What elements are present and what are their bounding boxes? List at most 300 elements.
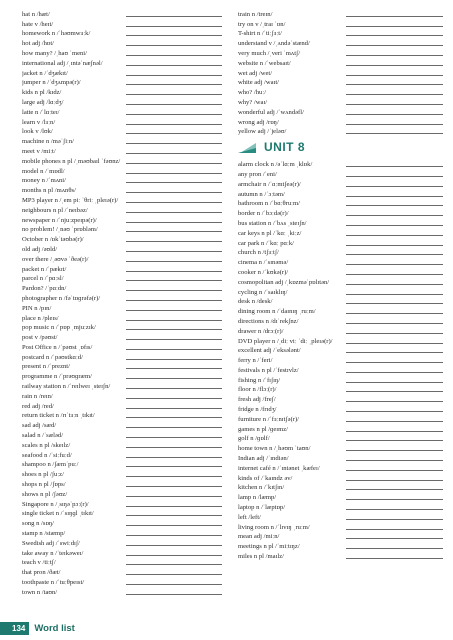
- word-entry-row: [238, 207, 443, 217]
- word-entry-text: sad adj /sæd/: [22, 422, 57, 430]
- word-entry-row: [238, 256, 443, 266]
- word-entry-text: neighbours n pl /ˈneɪbəz/: [22, 206, 88, 214]
- word-entry-text: church n /tʃɜːtʃ/: [238, 249, 279, 257]
- write-in-line[interactable]: [126, 368, 222, 369]
- word-entry-row: [22, 224, 222, 234]
- word-entry-text: present n /ˈpreznt/: [22, 363, 70, 371]
- write-in-line[interactable]: [126, 182, 222, 183]
- word-entry-row: [238, 413, 443, 423]
- word-entry-text: months n pl /mʌnθs/: [22, 187, 76, 195]
- word-entry-text: jumper n /ˈdʒʌmpə(r)/: [22, 79, 81, 87]
- write-in-line[interactable]: [126, 202, 222, 203]
- word-entry-row: [22, 57, 222, 67]
- word-entry-row: [22, 508, 222, 518]
- write-in-line[interactable]: [346, 264, 443, 265]
- word-entry-text: over there /ˌəʊvə ˈðeə(r)/: [22, 255, 89, 263]
- word-entry-text: return ticket n /rɪˈtɜːn ˌtɪkɪt/: [22, 412, 95, 420]
- write-in-line[interactable]: [126, 65, 222, 66]
- word-entry-row: [22, 459, 222, 469]
- word-entry-text: drawer n /drɔː(r)/: [238, 327, 284, 335]
- word-entry-text: hate v /heɪt/: [22, 20, 54, 28]
- word-entry-text: how many? /ˌhaʊ ˈmeni/: [22, 49, 87, 57]
- write-in-line[interactable]: [346, 519, 443, 520]
- write-in-line[interactable]: [126, 584, 222, 585]
- write-in-line[interactable]: [346, 470, 443, 471]
- write-in-line[interactable]: [126, 594, 222, 595]
- write-in-line[interactable]: [126, 271, 222, 272]
- write-in-line[interactable]: [346, 431, 443, 432]
- word-entry-text: kinds of /ˈkaɪndz əv/: [238, 474, 293, 482]
- word-entry-row: [238, 37, 443, 47]
- word-entry-row: [238, 325, 443, 335]
- word-entry-row: [22, 18, 222, 28]
- write-in-line[interactable]: [346, 75, 443, 76]
- write-in-line[interactable]: [346, 489, 443, 490]
- word-entry-row: [238, 364, 443, 374]
- write-in-line[interactable]: [346, 333, 443, 334]
- word-entry-text: money n /ˈmʌni/: [22, 177, 66, 185]
- write-in-line[interactable]: [346, 509, 443, 510]
- write-in-line[interactable]: [126, 486, 222, 487]
- word-entry-text: parcel n /ˈpɑːsl/: [22, 275, 64, 283]
- write-in-line[interactable]: [346, 362, 443, 363]
- write-in-line[interactable]: [126, 212, 222, 213]
- word-entry-row: [22, 576, 222, 586]
- write-in-line[interactable]: [346, 186, 443, 187]
- word-entry-text: bathroom n /ˈbɑːθruːm/: [238, 200, 300, 208]
- word-list-unit-7-continued: [238, 8, 443, 135]
- word-entry-text: cinema n /ˈsɪnəmə/: [238, 259, 289, 267]
- write-in-line[interactable]: [346, 16, 443, 17]
- write-in-line[interactable]: [346, 529, 443, 530]
- word-entry-row: [22, 478, 222, 488]
- word-entry-text: why? /waɪ/: [238, 98, 268, 106]
- word-entry-text: old adj /əʊld/: [22, 245, 58, 253]
- word-entry-row: [22, 86, 222, 96]
- write-in-line[interactable]: [126, 476, 222, 477]
- write-in-line[interactable]: [126, 574, 222, 575]
- word-entry-row: [22, 380, 222, 390]
- word-entry-text: mobile phones n pl /ˌməʊbaɪl ˈfəʊnz/: [22, 157, 121, 165]
- word-entry-row: [22, 263, 222, 273]
- word-entry-row: [238, 442, 443, 452]
- word-entry-row: [22, 449, 222, 459]
- write-in-line[interactable]: [126, 496, 222, 497]
- word-entry-row: [238, 18, 443, 28]
- write-in-line[interactable]: [346, 45, 443, 46]
- word-entry-text: pop music n /ˈpɒp ˌmjuːzɪk/: [22, 324, 96, 332]
- write-in-line[interactable]: [346, 538, 443, 539]
- word-entry-row: [22, 253, 222, 263]
- write-in-line[interactable]: [126, 427, 222, 428]
- word-entry-text: Pardon? /ˈpɑːdn/: [22, 285, 67, 293]
- word-entry-row: [22, 488, 222, 498]
- write-in-line[interactable]: [346, 480, 443, 481]
- write-in-line[interactable]: [126, 173, 222, 174]
- word-entry-row: [238, 158, 443, 168]
- write-in-line[interactable]: [126, 143, 222, 144]
- write-in-line[interactable]: [346, 176, 443, 177]
- word-entry-text: mean adj /miːn/: [238, 533, 280, 541]
- write-in-line[interactable]: [346, 84, 443, 85]
- write-in-line[interactable]: [126, 378, 222, 379]
- word-entry-text: shops n pl /ʃɒps/: [22, 481, 66, 489]
- write-in-line[interactable]: [346, 196, 443, 197]
- word-entry-row: [22, 586, 222, 596]
- word-entry-text: red adj /red/: [22, 402, 54, 410]
- write-in-line[interactable]: [346, 401, 443, 402]
- word-entry-row: [22, 527, 222, 537]
- word-entry-text: shows n pl /ʃəʊz/: [22, 490, 68, 498]
- word-entry-text: meet v /miːt/: [22, 147, 56, 155]
- word-entry-text: meetings n pl /ˈmiːtɪŋz/: [238, 543, 300, 551]
- word-entry-row: [22, 557, 222, 567]
- write-in-line[interactable]: [346, 323, 443, 324]
- word-entry-row: [238, 168, 443, 178]
- write-in-line[interactable]: [126, 388, 222, 389]
- word-entry-text: games n pl /ɡeɪmz/: [238, 425, 288, 433]
- word-entry-text: look v /lʊk/: [22, 128, 53, 136]
- word-entry-text: photographer n /fəˈtɒɡrəfə(r)/: [22, 294, 101, 302]
- write-in-line[interactable]: [346, 254, 443, 255]
- word-entry-text: song n /sɒŋ/: [22, 520, 54, 528]
- word-entry-row: [238, 266, 443, 276]
- write-in-line[interactable]: [126, 564, 222, 565]
- word-entry-text: DVD player n /ˌdiː viː ˈdiː ˌpleɪə(r)/: [238, 337, 333, 345]
- word-entry-text: car park n /ˈkɑː pɑːk/: [238, 239, 294, 247]
- word-entry-row: [22, 566, 222, 576]
- word-entry-row: [238, 433, 443, 443]
- word-entry-row: [238, 188, 443, 198]
- word-entry-row: [22, 429, 222, 439]
- word-entry-row: [22, 331, 222, 341]
- word-entry-text: Indian adj /ˈɪndiən/: [238, 455, 289, 463]
- word-entry-text: packet n /ˈpækɪt/: [22, 265, 67, 273]
- write-in-line[interactable]: [126, 124, 222, 125]
- word-entry-row: [22, 243, 222, 253]
- word-entry-row: [238, 28, 443, 38]
- word-entry-text: postcard n /ˈpəʊstkɑːd/: [22, 353, 83, 361]
- word-entry-row: [22, 67, 222, 77]
- word-entry-row: [22, 273, 222, 283]
- word-entry-row: [238, 531, 443, 541]
- write-in-line[interactable]: [346, 35, 443, 36]
- write-in-line[interactable]: [126, 300, 222, 301]
- write-in-line[interactable]: [346, 372, 443, 373]
- write-in-line[interactable]: [346, 114, 443, 115]
- write-in-line[interactable]: [126, 16, 222, 17]
- word-entry-text: MP3 player n /ˌem piː ˈθriː ˌpleɪə(r)/: [22, 196, 119, 204]
- write-in-line[interactable]: [126, 163, 222, 164]
- word-entry-row: [22, 28, 222, 38]
- word-entry-text: white adj /waɪt/: [238, 79, 280, 87]
- word-entry-text: festivals n pl /ˈfestɪvlz/: [238, 366, 299, 374]
- word-entry-text: understand v /ˌʌndəˈstænd/: [238, 40, 310, 48]
- write-in-line[interactable]: [126, 104, 222, 105]
- word-entry-text: furniture n /ˈfɜːnɪtʃə(r)/: [238, 415, 299, 423]
- word-entry-text: shampoo n /ʃæmˈpuː/: [22, 461, 79, 469]
- write-in-line[interactable]: [126, 192, 222, 193]
- word-entry-text: laptop n /ˈlæptɒp/: [238, 504, 286, 512]
- write-in-line[interactable]: [346, 391, 443, 392]
- word-entry-row: [238, 472, 443, 482]
- word-entry-row: [238, 47, 443, 57]
- word-entry-row: [22, 165, 222, 175]
- word-entry-row: [238, 452, 443, 462]
- word-entry-text: golf n /ɡɒlf/: [238, 435, 270, 443]
- word-entry-text: newspaper n /ˈnjuːzpeɪpə(r)/: [22, 216, 97, 224]
- write-in-line[interactable]: [126, 310, 222, 311]
- write-in-line[interactable]: [126, 153, 222, 154]
- write-in-line[interactable]: [126, 555, 222, 556]
- write-in-line[interactable]: [346, 558, 443, 559]
- write-in-line[interactable]: [346, 499, 443, 500]
- word-entry-text: home town n /ˌhəʊm ˈtaʊn/: [238, 445, 311, 453]
- word-entry-text: very much /ˌveri ˈmʌtʃ/: [238, 49, 301, 57]
- word-entry-row: [238, 354, 443, 364]
- write-in-line[interactable]: [346, 450, 443, 451]
- word-entry-row: [22, 145, 222, 155]
- write-in-line[interactable]: [346, 133, 443, 134]
- write-in-line[interactable]: [126, 241, 222, 242]
- write-in-line[interactable]: [126, 261, 222, 262]
- word-entry-row: [22, 204, 222, 214]
- write-in-line[interactable]: [346, 548, 443, 549]
- write-in-line[interactable]: [126, 349, 222, 350]
- write-in-line[interactable]: [346, 166, 443, 167]
- word-entry-row: [22, 37, 222, 47]
- word-entry-row: [238, 491, 443, 501]
- word-entry-row: [22, 322, 222, 332]
- word-entry-row: [22, 135, 222, 145]
- word-entry-text: alarm clock n /əˈlɑːm ˌklɒk/: [238, 161, 313, 169]
- word-entry-row: [238, 96, 443, 106]
- word-entry-row: [22, 214, 222, 224]
- write-in-line[interactable]: [346, 26, 443, 27]
- word-entry-row: [22, 116, 222, 126]
- write-in-line[interactable]: [126, 515, 222, 516]
- page-footer: [0, 622, 75, 635]
- word-entry-text: no problem! /ˌnəʊ ˈprɒbləm/: [22, 226, 98, 234]
- word-entry-row: [238, 374, 443, 384]
- word-entry-row: [238, 462, 443, 472]
- word-entry-text: autumn n /ˈɔːtəm/: [238, 190, 285, 198]
- word-entry-row: [22, 8, 222, 18]
- write-in-line[interactable]: [126, 339, 222, 340]
- write-in-line[interactable]: [346, 65, 443, 66]
- write-in-line[interactable]: [346, 124, 443, 125]
- word-entry-text: bus station n /ˈbʌs ˌsteɪʃn/: [238, 219, 307, 227]
- write-in-line[interactable]: [126, 417, 222, 418]
- write-in-line[interactable]: [346, 274, 443, 275]
- word-entry-row: [238, 116, 443, 126]
- write-in-line[interactable]: [346, 225, 443, 226]
- footer-title: Word list: [34, 623, 75, 634]
- word-entry-row: [238, 247, 443, 257]
- write-in-line[interactable]: [346, 421, 443, 422]
- word-entry-text: wonderful adj /ˈwʌndəfl/: [238, 108, 304, 116]
- write-in-line[interactable]: [126, 320, 222, 321]
- word-entry-row: [22, 341, 222, 351]
- write-in-line[interactable]: [126, 437, 222, 438]
- word-entry-row: [238, 305, 443, 315]
- write-in-line[interactable]: [346, 313, 443, 314]
- word-entry-text: teach v /tiːtʃ/: [22, 559, 56, 567]
- word-entry-text: kids n pl /kɪdz/: [22, 89, 62, 97]
- write-in-line[interactable]: [126, 398, 222, 399]
- word-entry-text: homework n /ˈhəʊmwɜːk/: [22, 30, 91, 38]
- word-entry-row: [238, 296, 443, 306]
- word-entry-row: [22, 47, 222, 57]
- word-entry-text: learn v /lɜːn/: [22, 118, 56, 126]
- word-entry-text: hat n /hæt/: [22, 10, 50, 18]
- write-in-line[interactable]: [126, 545, 222, 546]
- word-entry-row: [238, 8, 443, 18]
- write-in-line[interactable]: [346, 94, 443, 95]
- word-entry-row: [238, 217, 443, 227]
- word-entry-text: place n /pleɪs/: [22, 314, 59, 322]
- word-entry-row: [22, 468, 222, 478]
- write-in-line[interactable]: [126, 466, 222, 467]
- word-entry-row: [22, 155, 222, 165]
- word-entry-text: website n /ˈwebsaɪt/: [238, 59, 291, 67]
- word-entry-row: [22, 547, 222, 557]
- word-entry-row: [22, 106, 222, 116]
- word-entry-text: model n /ˈmɒdl/: [22, 167, 65, 175]
- word-entry-text: stamp n /stæmp/: [22, 530, 66, 538]
- word-entry-text: lamp n /læmp/: [238, 494, 277, 502]
- word-entry-text: desk n /desk/: [238, 298, 273, 306]
- write-in-line[interactable]: [126, 26, 222, 27]
- word-entry-text: shoes n pl /ʃuːz/: [22, 471, 64, 479]
- word-entry-text: cosmopolitan adj /ˌkɒzməˈpɒlɪtən/: [238, 278, 330, 286]
- word-entry-row: [22, 419, 222, 429]
- word-entry-row: [238, 335, 443, 345]
- write-in-line[interactable]: [126, 45, 222, 46]
- word-entry-row: [238, 276, 443, 286]
- word-entry-text: single ticket n /ˈsɪŋɡl ˌtɪkɪt/: [22, 510, 94, 518]
- write-in-line[interactable]: [126, 535, 222, 536]
- write-in-line[interactable]: [346, 215, 443, 216]
- write-in-line[interactable]: [346, 55, 443, 56]
- unit-title: UNIT 8: [264, 139, 306, 154]
- write-in-line[interactable]: [126, 133, 222, 134]
- word-entry-row: [238, 384, 443, 394]
- word-entry-text: October n /ɒkˈtəʊbə(r)/: [22, 236, 84, 244]
- word-entry-text: kitchen n /ˈkɪtʃɪn/: [238, 484, 285, 492]
- write-in-line[interactable]: [126, 251, 222, 252]
- word-entry-row: [238, 237, 443, 247]
- word-entry-text: hot adj /hɒt/: [22, 40, 55, 48]
- write-in-line[interactable]: [346, 104, 443, 105]
- word-entry-row: [238, 521, 443, 531]
- word-entry-row: [22, 312, 222, 322]
- word-entry-text: who? /huː/: [238, 89, 267, 97]
- word-entry-text: programme n /ˈprəʊɡræm/: [22, 373, 92, 381]
- word-entry-text: yellow adj /ˈjeləʊ/: [238, 128, 287, 136]
- word-entry-text: car keys n pl /ˈkɑː ˌkiːz/: [238, 229, 302, 237]
- write-in-line[interactable]: [346, 382, 443, 383]
- page-number: 134: [0, 622, 29, 635]
- write-in-line[interactable]: [346, 440, 443, 441]
- word-entry-row: [238, 501, 443, 511]
- word-entry-text: post v /pəʊst/: [22, 334, 58, 342]
- word-entry-row: [22, 351, 222, 361]
- write-in-line[interactable]: [126, 94, 222, 95]
- write-in-line[interactable]: [126, 222, 222, 223]
- word-list-right-column: [238, 8, 443, 560]
- write-in-line[interactable]: [126, 359, 222, 360]
- write-in-line[interactable]: [126, 457, 222, 458]
- word-entry-text: Post Office n /ˈpəʊst ˌɒfɪs/: [22, 343, 93, 351]
- word-entry-row: [238, 315, 443, 325]
- word-entry-text: wet adj /wet/: [238, 69, 273, 77]
- write-in-line[interactable]: [126, 525, 222, 526]
- write-in-line[interactable]: [346, 352, 443, 353]
- word-entry-row: [238, 198, 443, 208]
- write-in-line[interactable]: [126, 408, 222, 409]
- word-entry-text: T-shirt n /ˈtiːʃɜːt/: [238, 30, 282, 38]
- word-entry-text: living room n /ˈlɪvɪŋ ˌruːm/: [238, 523, 310, 531]
- write-in-line[interactable]: [126, 329, 222, 330]
- write-in-line[interactable]: [346, 235, 443, 236]
- word-entry-row: [238, 86, 443, 96]
- write-in-line[interactable]: [126, 114, 222, 115]
- write-in-line[interactable]: [346, 303, 443, 304]
- write-in-line[interactable]: [126, 75, 222, 76]
- word-entry-text: any pron /ˈeni/: [238, 170, 277, 178]
- word-entry-text: miles n pl /maɪlz/: [238, 553, 284, 561]
- write-in-line[interactable]: [126, 84, 222, 85]
- write-in-line[interactable]: [346, 411, 443, 412]
- write-in-line[interactable]: [126, 35, 222, 36]
- write-in-line[interactable]: [346, 284, 443, 285]
- word-entry-text: wrong adj /rɒŋ/: [238, 118, 279, 126]
- word-entry-text: try on v /ˌtraɪ ˈɒn/: [238, 20, 286, 28]
- write-in-line[interactable]: [346, 294, 443, 295]
- word-entry-row: [22, 77, 222, 87]
- word-entry-text: jacket n /ˈdʒækɪt/: [22, 69, 68, 77]
- word-entry-row: [238, 227, 443, 237]
- word-entry-text: cooker n /ˈkʊkə(r)/: [238, 268, 289, 276]
- word-entry-row: [22, 96, 222, 106]
- word-entry-row: [22, 390, 222, 400]
- write-in-line[interactable]: [346, 245, 443, 246]
- write-in-line[interactable]: [126, 280, 222, 281]
- word-entry-text: large adj /lɑːdʒ/: [22, 98, 64, 106]
- word-entry-text: floor n /flɔː(r)/: [238, 386, 277, 394]
- write-in-line[interactable]: [126, 231, 222, 232]
- word-entry-row: [238, 540, 443, 550]
- word-entry-row: [238, 511, 443, 521]
- word-list-left-column: [22, 8, 222, 596]
- write-in-line[interactable]: [346, 460, 443, 461]
- write-in-line[interactable]: [126, 506, 222, 507]
- word-entry-row: [238, 77, 443, 87]
- write-in-line[interactable]: [126, 290, 222, 291]
- write-in-line[interactable]: [126, 447, 222, 448]
- word-entry-text: railway station n /ˈreɪlweɪ ˌsteɪʃn/: [22, 383, 111, 391]
- word-entry-row: [22, 302, 222, 312]
- word-entry-text: train n /treɪn/: [238, 10, 273, 18]
- write-in-line[interactable]: [126, 55, 222, 56]
- word-entry-row: [238, 67, 443, 77]
- word-entry-text: Singapore n /ˌsɪŋəˈpɔː(r)/: [22, 500, 89, 508]
- word-entry-row: [22, 184, 222, 194]
- word-entry-row: [238, 345, 443, 355]
- write-in-line[interactable]: [346, 343, 443, 344]
- write-in-line[interactable]: [346, 205, 443, 206]
